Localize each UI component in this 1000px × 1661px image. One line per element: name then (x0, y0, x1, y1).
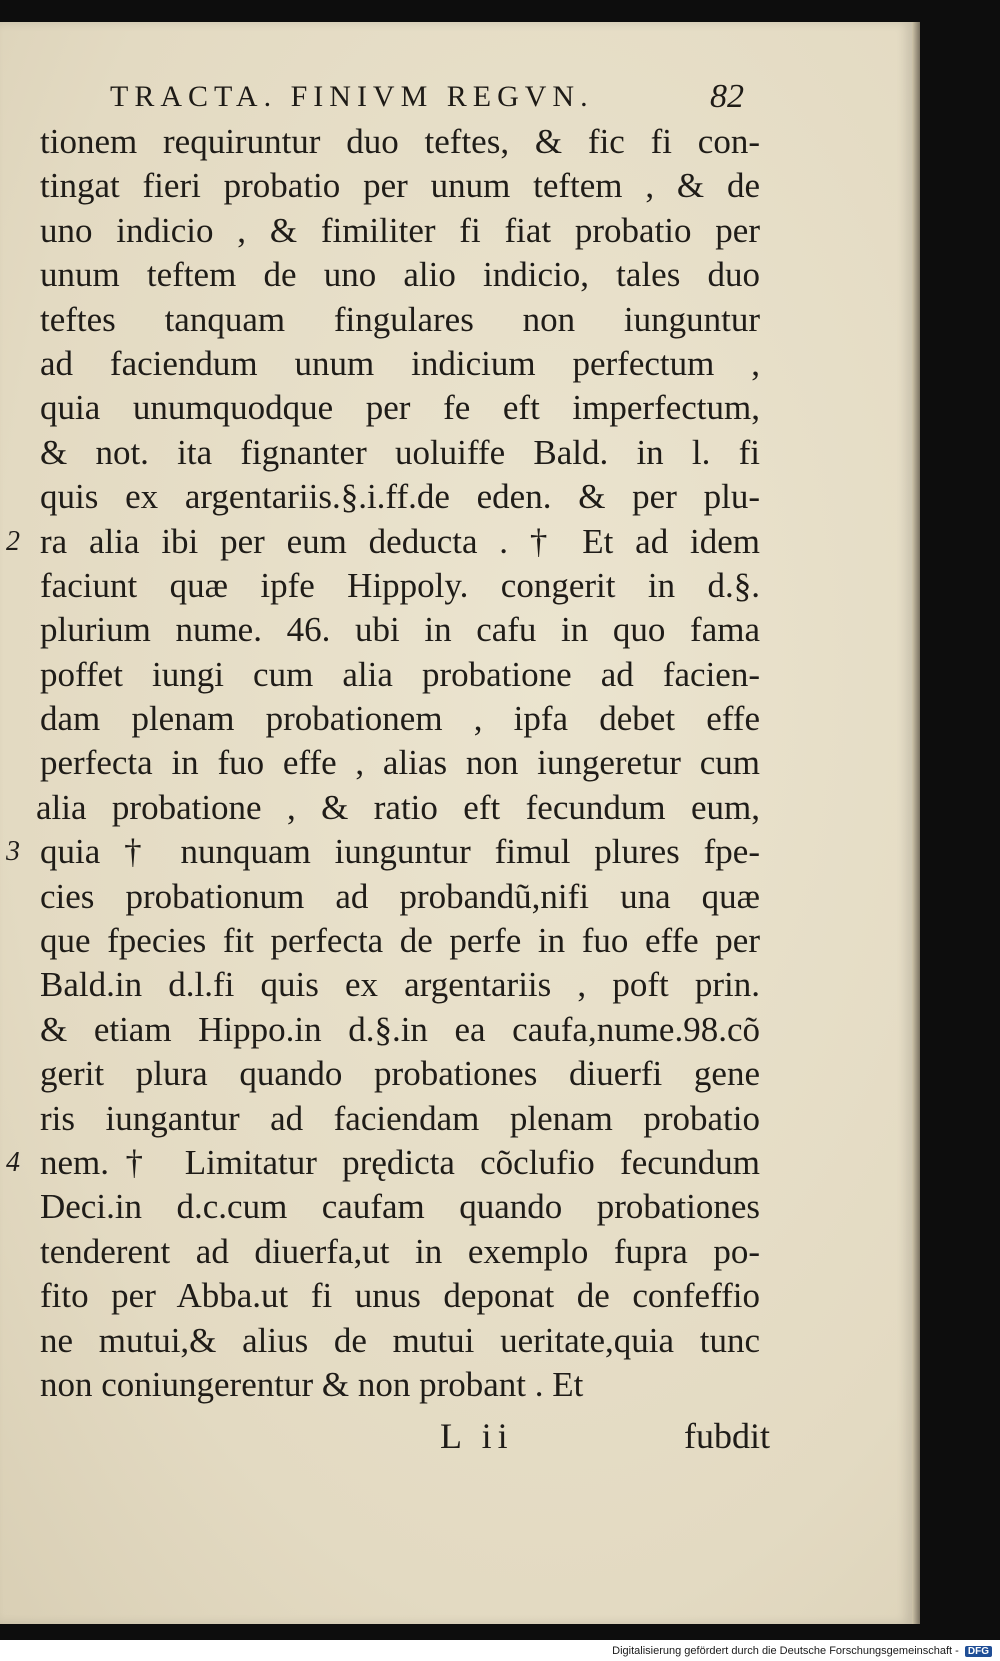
text-line: cies probationum ad probandũ,nifi una quæ (40, 876, 760, 916)
digitization-footer (612, 1645, 992, 1657)
text-line: gerit plura quando probationes diuerfi gene (40, 1054, 760, 1094)
text-line: que fpecies fit perfecta de perfe in fuo effe per (40, 921, 760, 961)
text-line: & not. ita fignanter uoluiffe Bald. in l. fi (40, 432, 760, 472)
text-line: ra alia ibi per eum deducta . † Et ad idem (40, 521, 760, 561)
text-line: Bald.in d.l.fi quis ex argentariis , poft prin. (40, 965, 760, 1005)
footer-text: Digitalisierung gefördert durch die Deutsche Forschungsgemeinschaft - (612, 1645, 959, 1657)
text-line: uno indicio , & fimiliter fi fiat probatio per (40, 210, 760, 250)
signature-mark: L ii (440, 1416, 514, 1456)
text-line: alia probatione , & ratio eft fecundum eum, (36, 787, 760, 827)
text-line: & etiam Hippo.in d.§.in ea caufa,nume.98.cõ (40, 1009, 760, 1049)
page-edge (912, 22, 920, 1624)
margin-marker: 4 (6, 1146, 20, 1178)
text-line: plurium nume. 46. ubi in cafu in quo fama (40, 610, 760, 650)
text-line: ne mutui,& alius de mutui ueritate,quia tunc (40, 1320, 760, 1360)
text-line: poffet iungi cum alia probatione ad facien- (40, 654, 760, 694)
page-number: 82 (710, 78, 744, 115)
text-line: quis ex argentariis.§.i.ff.de eden. & per plu- (40, 477, 760, 517)
text-line-with-marker (6, 1141, 760, 1185)
text-line: quia unumquodque per fe eft imperfectum, (40, 388, 760, 428)
text-line: non coniungerentur & non probant . Et (40, 1364, 584, 1404)
text-line-with-marker (6, 830, 760, 874)
text-line: tenderent ad diuerfa,ut in exemplo fupra po- (40, 1231, 760, 1271)
running-head: TRACTA. FINIVM REGVN. (110, 80, 594, 113)
margin-marker: 3 (6, 836, 20, 868)
text-line: ris iungantur ad faciendam plenam probatio (40, 1098, 760, 1138)
text-line: faciunt quæ ipfe Hippoly. congerit in d.§. (40, 565, 760, 605)
text-line: perfecta in fuo effe , alias non iungeretur cum (40, 743, 760, 783)
text-line: unum teftem de uno alio indicio, tales duo (40, 255, 760, 295)
text-line: dam plenam probationem , ipfa debet effe (40, 699, 760, 739)
text-line: nem.† Limitatur prędicta cõclufio fecundum (40, 1142, 760, 1182)
text-line-with-marker (6, 520, 760, 564)
margin-marker: 2 (6, 525, 20, 557)
text-line: Deci.in d.c.cum caufam quando probationes (40, 1187, 760, 1227)
text-line: tingat fieri probatio per unum teftem , & de (40, 166, 760, 206)
signature-line (440, 1415, 770, 1457)
text-line: ad faciendum unum indicium perfectum , (40, 343, 760, 383)
catchword: fubdit (684, 1416, 770, 1456)
text-line: quia † nunquam iunguntur fimul plures fpe- (40, 832, 760, 872)
text-line: fito per Abba.ut fi unus deponat de confeffio (40, 1276, 760, 1316)
text-line: teftes tanquam fingulares non iunguntur (40, 299, 760, 339)
text-block (6, 120, 760, 1407)
dfg-logo: DFG (965, 1646, 992, 1657)
text-line: tionem requiruntur duo teftes, & fic fi con- (40, 122, 760, 161)
